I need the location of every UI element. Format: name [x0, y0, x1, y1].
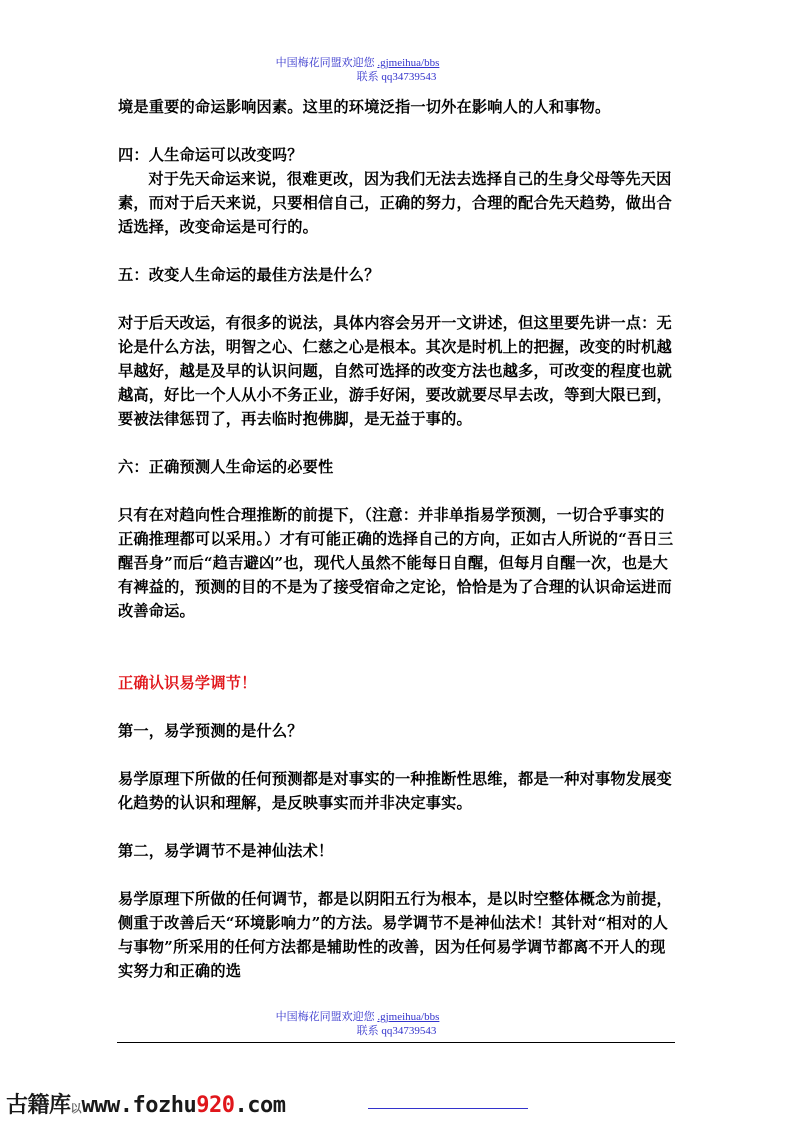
- footer-link[interactable]: .gjmeihua/bbs: [377, 1011, 440, 1023]
- heading-q4: 四：人生命运可以改变吗？: [118, 146, 303, 164]
- watermark-num: 920: [196, 1093, 235, 1118]
- heading-q6: 六：正确预测人生命运的必要性: [118, 458, 334, 476]
- section-title-red: 正确认识易学调节！: [118, 674, 257, 692]
- header-welcome: 中国梅花同盟欢迎您: [275, 57, 375, 69]
- watermark-brand: 古籍库: [6, 1093, 71, 1118]
- heading-second: 第二，易学调节不是神仙法术！: [118, 842, 334, 860]
- paragraph-q5: 对于后天改运，有很多的说法，具体内容会另开一文讲述，但这里要先讲一点：无论是什么方法，明智之心、仁慈之心是根本。其次是时机上的把握，改变的时机越早越好，越是及早的认识问题，自然可选择的改变方法也越多，可改变的程度也就越高，好比一个人从小不务正业，游手好闲，要改就要尽早去改，等到大限已到，要被法律惩罚了，再去临时抱佛脚，是无益于事的。: [118, 314, 672, 428]
- paragraph-first: 易学原理下所做的任何预测都是对事实的一种推断性思维，都是一种对事物发展变化趋势的认识和理解，是反映事实而并非决定事实。: [118, 770, 672, 812]
- paragraph-continued: 境是重要的命运影响因素。这里的环境泛指一切外在影响人的人和事物。: [118, 98, 611, 116]
- watermark-prefix: www.fozhu: [81, 1093, 197, 1118]
- page-header: [0, 56, 793, 84]
- watermark-suffix: .com: [234, 1093, 286, 1118]
- bottom-link-line: [368, 1108, 528, 1109]
- header-link[interactable]: .gjmeihua/bbs: [377, 57, 440, 69]
- header-contact: 联系 qq34739543: [356, 71, 437, 83]
- footer-rule: [117, 1042, 675, 1043]
- footer-contact: 联系 qq34739543: [356, 1025, 437, 1037]
- paragraph-second: 易学原理下所做的任何调节，都是以阴阳五行为根本，是以时空整体概念为前提，侧重于改善后天“环境影响力”的方法。易学调节不是神仙法术！其针对“相对的人与事物”所采用的任何方法都是辅助性的改善，因为任何易学调节都离不开人的现实努力和正确的选: [118, 890, 672, 980]
- heading-q5: 五：改变人生命运的最佳方法是什么？: [118, 266, 380, 284]
- heading-first: 第一，易学预测的是什么？: [118, 722, 303, 740]
- document-body: [118, 95, 678, 983]
- paragraph-q6: 只有在对趋向性合理推断的前提下，（注意：并非单指易学预测，一切合乎事实的正确推理都可以采用。）才有可能正确的选择自己的方向，正如古人所说的“吾日三醒吾身”而后“趋吉避凶”也，现代人虽然不能每日自醒，但每月自醒一次，也是大有裨益的，预测的目的不是为了接受宿命之定论，恰恰是为了合理的认识命运进而改善命运。: [118, 506, 674, 620]
- watermark-logo: [6, 1088, 285, 1119]
- footer-welcome: 中国梅花同盟欢迎您: [275, 1011, 375, 1023]
- page-footer: [0, 1010, 793, 1038]
- paragraph-q4: 对于先天命运来说，很难更改，因为我们无法去选择自己的生身父母等先天因素，而对于后天来说，只要相信自己，正确的努力，合理的配合先天趋势，做出合适选择，改变命运是可行的。: [118, 170, 672, 236]
- watermark-small: 以: [70, 1102, 82, 1115]
